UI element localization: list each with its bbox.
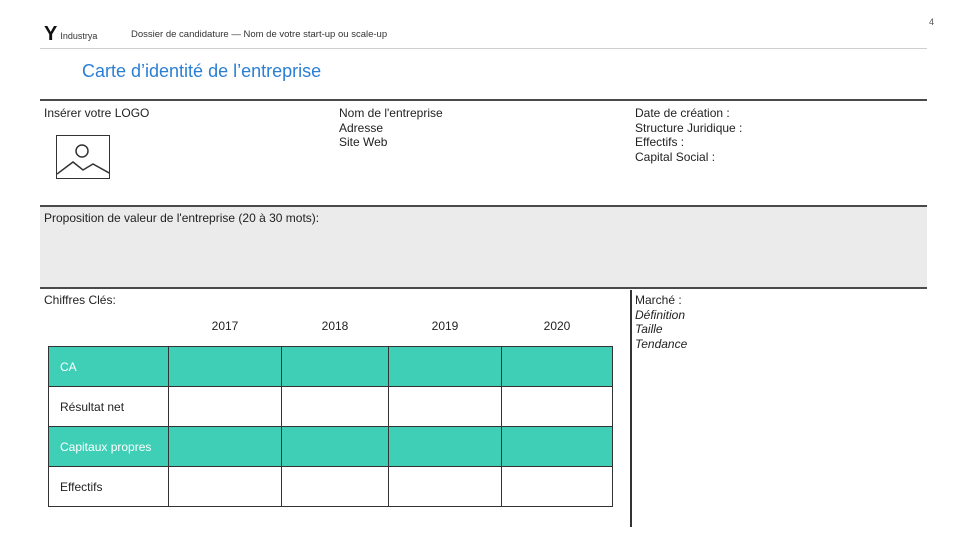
brand-logo-mark: Y xyxy=(44,23,58,45)
table-row xyxy=(49,427,613,467)
logo-prompt: Insérer votre LOGO xyxy=(44,106,150,120)
table-cell[interactable] xyxy=(282,347,389,387)
row-label: Résultat net xyxy=(49,387,169,427)
table-cell[interactable] xyxy=(169,427,282,467)
year-header: 2019 xyxy=(431,319,459,333)
table-cell[interactable] xyxy=(502,387,613,427)
market-label: Marché : xyxy=(635,293,682,307)
section-title: Carte d’identité de l’entreprise xyxy=(82,61,322,81)
company-address-label: Adresse xyxy=(339,120,384,135)
company-details xyxy=(635,106,742,164)
table-cell[interactable] xyxy=(169,467,282,507)
share-capital-label: Capital Social : xyxy=(635,149,716,164)
market-definition-label: Définition xyxy=(635,307,686,322)
table-cell[interactable] xyxy=(389,467,502,507)
value-bottom-divider xyxy=(40,287,927,289)
market-divider xyxy=(630,290,632,527)
year-header: 2018 xyxy=(321,319,349,333)
brand-logo xyxy=(44,24,104,44)
table-corner xyxy=(49,306,169,347)
creation-date-label: Date de création : xyxy=(635,106,730,120)
table-cell[interactable] xyxy=(389,387,502,427)
market-trend-label: Tendance xyxy=(635,336,688,351)
row-label: CA xyxy=(49,347,169,387)
table-row xyxy=(49,347,613,387)
value-proposition-label: Proposition de valeur de l'entreprise (20 à 30 mots): xyxy=(44,211,320,225)
table-cell[interactable] xyxy=(169,387,282,427)
header-divider xyxy=(40,48,927,49)
year-header: 2017 xyxy=(211,319,239,333)
row-label: Capitaux propres xyxy=(49,427,169,467)
table-cell[interactable] xyxy=(389,347,502,387)
key-figures-label: Chiffres Clés: xyxy=(44,293,116,307)
table-cell[interactable] xyxy=(502,347,613,387)
legal-structure-label: Structure Juridique : xyxy=(635,120,743,135)
table-cell[interactable] xyxy=(502,427,613,467)
table-cell[interactable] xyxy=(502,467,613,507)
company-name-label: Nom de l'entreprise xyxy=(339,106,443,120)
brand-logo-text: Industrya xyxy=(60,31,98,41)
table-row xyxy=(49,467,613,507)
identity-top-divider xyxy=(40,99,927,101)
headcount-label: Effectifs : xyxy=(635,135,685,149)
table-cell[interactable] xyxy=(282,387,389,427)
image-placeholder-icon[interactable] xyxy=(56,135,110,179)
table-cell[interactable] xyxy=(169,347,282,387)
table-cell[interactable] xyxy=(282,427,389,467)
table-cell[interactable] xyxy=(282,467,389,507)
company-website-label: Site Web xyxy=(339,135,388,149)
document-title: Dossier de candidature — Nom de votre start-up ou scale-up xyxy=(131,29,388,40)
market-block xyxy=(635,293,687,351)
row-label: Effectifs xyxy=(49,467,169,507)
company-fields xyxy=(339,106,443,150)
table-header-row xyxy=(49,306,613,347)
table-cell[interactable] xyxy=(389,427,502,467)
key-figures-table xyxy=(48,306,613,507)
year-header: 2020 xyxy=(543,319,571,333)
market-size-label: Taille xyxy=(635,322,663,336)
table-row xyxy=(49,387,613,427)
page-number: 4 xyxy=(928,17,934,27)
